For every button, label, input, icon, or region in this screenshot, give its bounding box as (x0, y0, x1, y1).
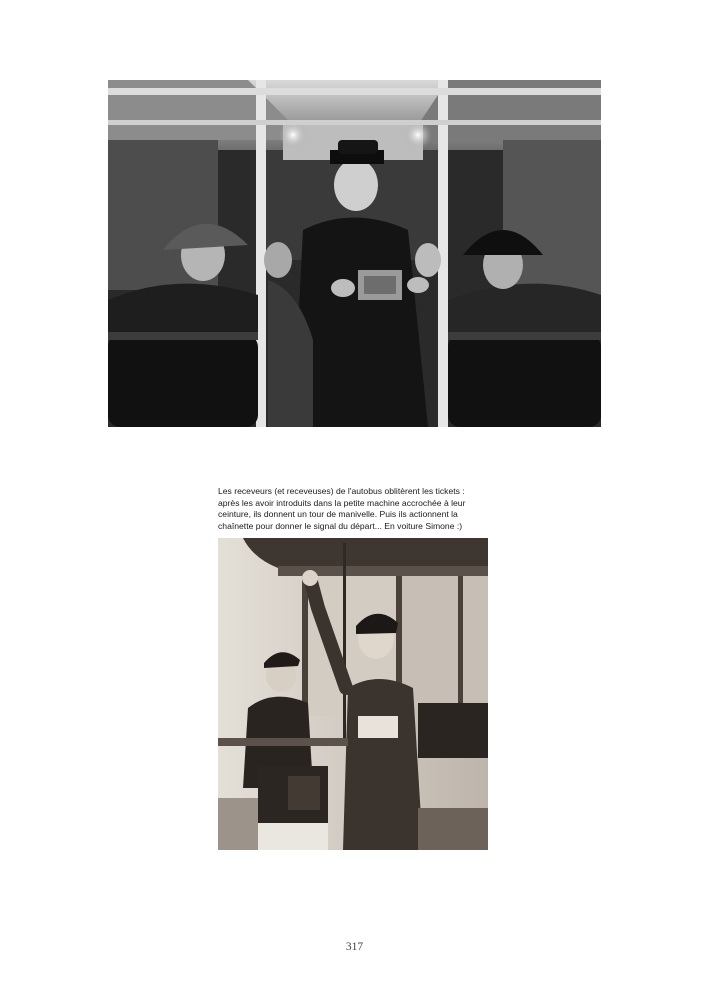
bus-conductor-photo (108, 80, 601, 427)
caption-line: ceinture, ils donnent un tour de manivelle. Puis ils actionnent la (218, 509, 458, 520)
caption-line: chaînette pour donner le signal du départ... En voiture Simone :) (218, 520, 463, 531)
caption-line: après les avoir introduits dans la petite machine accrochée à leur (218, 497, 466, 508)
photo-caption (218, 486, 490, 532)
bus-platform-photo (218, 538, 488, 850)
caption-line: Les receveurs (et receveuses) de l'autobus oblitèrent les tickets : (218, 486, 465, 496)
page-number: 317 (345, 941, 364, 953)
